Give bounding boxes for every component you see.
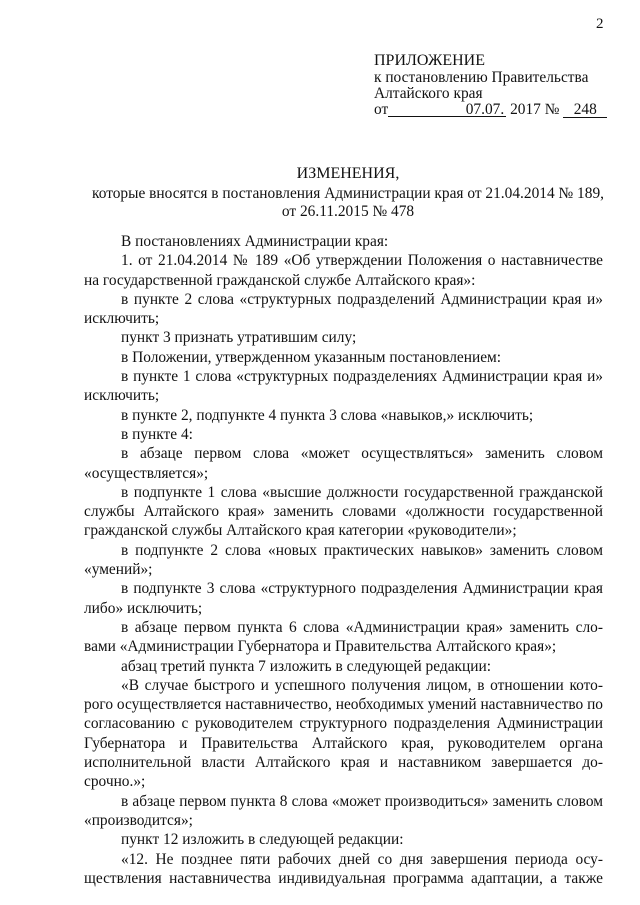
appendix-line-1: к постановлению Правительства <box>374 69 589 86</box>
appendix-year: 2017 № <box>510 101 560 118</box>
appendix-title: ПРИЛОЖЕНИЕ <box>374 52 486 69</box>
paragraph: в Положении, утвержденном указанным постановлением: <box>121 348 502 366</box>
paragraph: в пункте 4: <box>121 425 193 443</box>
paragraph: пункт 12 изложить в следующей редакции: <box>121 831 404 849</box>
paragraph: в подпункте 3 слова «структурного подразделения Администрации края либо» исключить; <box>84 580 603 617</box>
document-subtitle-line-1: которые вносятся в постановления Администрации края от 21.04.2014 № 189, <box>92 185 604 202</box>
appendix-date: 07.07. <box>388 102 506 117</box>
appendix-from-label: от <box>374 101 389 118</box>
page-number: 2 <box>596 16 604 32</box>
appendix-date-line <box>374 102 614 118</box>
paragraph: абзац третий пункта 7 изложить в следующей редакции: <box>121 657 491 675</box>
appendix-number: 248 <box>563 102 607 118</box>
appendix-block <box>374 52 614 118</box>
document-body <box>84 232 603 888</box>
paragraph: в абзаце первом пункта 8 слова «может производиться» заменить словом «производится»; <box>84 792 603 829</box>
paragraph: в пункте 2 слова «структурных подразделений Администрации края и» исключить; <box>84 290 603 328</box>
paragraph: в подпункте 2 слова «новых практических навыков» заменить словом «умений»; <box>84 541 603 579</box>
appendix-line-2: Алтайского края <box>374 85 483 102</box>
document-title: ИЗМЕНЕНИЯ, <box>296 165 400 182</box>
document-subtitle-line-2: от 26.11.2015 № 478 <box>281 203 415 220</box>
paragraph: в абзаце первом пункта 6 слова «Администрации края» заменить словами «Администрации Губернатора и Правительства Алтайского края»; <box>84 618 603 656</box>
paragraph: в пункте 2, подпункте 4 пункта 3 слова «навыков,» исключить; <box>121 406 534 424</box>
paragraph: «12. Не позднее пяти рабочих дней со дня завершения периода осуществления наставничества индивидуальная программа адаптации, а также <box>84 850 603 887</box>
paragraph: «В случае быстрого и успешного получения лицом, в отношении которого осуществляется наставничество, необходимых умений наставничество по согласованию с руководителем структурного подразделения Администрации Губернатора и Правительства Алтайского края, руководителем органа исполнительной власти Алтайского края и наставником завершается досрочно.»; <box>84 676 603 791</box>
paragraph: 1. от 21.04.2014 № 189 «Об утверждении Положения о наставничестве на государственной гражданской службе Алтайского края»: <box>84 252 603 289</box>
paragraph: пункт 3 признать утратившим силу; <box>121 329 357 347</box>
paragraph: в подпункте 1 слова «высшие должности государственной гражданской службы Алтайского края» заменить словами «должности государственной гражданской службы Алтайского края категории «руководители»; <box>84 483 603 540</box>
paragraph: В постановлениях Администрации края: <box>121 233 389 250</box>
paragraph: в пункте 1 слова «структурных подразделениях Администрации края и» исключить; <box>84 368 603 405</box>
paragraph: в абзаце первом слова «может осуществляться» заменить словом «осуществляется»; <box>84 445 603 482</box>
